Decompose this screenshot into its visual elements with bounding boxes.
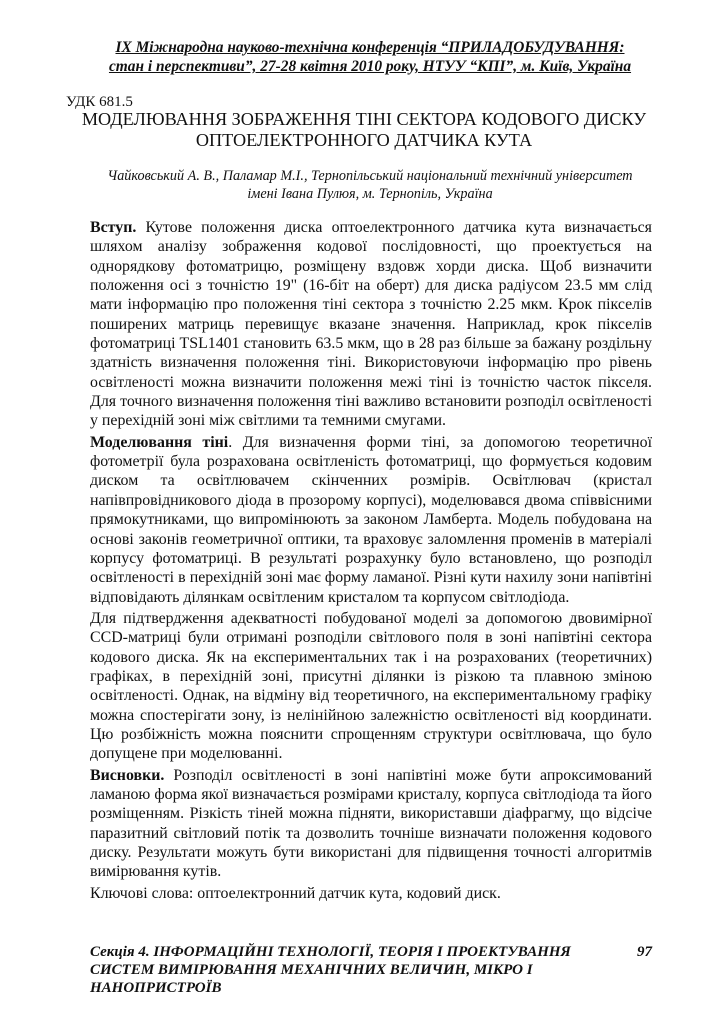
intro-text: Кутове положення диска оптоелектронного датчика кута визначається шляхом аналізу зображення кодової послідовності, що проектується на однорядкову фотоматрицю, розміщену вздовж хорди диска. Щоб визначити положення осі з точністю 19" (16-біт на оберт) для диска радіусом 23.5 мм слід мати інформацію про положення тіні сектора з точністю 2.25 мкм. Крок пікселів поширених матриць перевищує вказане значення. Наприклад, крок пікселів фотоматриці TSL1401 становить 63.5 мкм, що в 28 раз більше за бажану роздільну здатність визначення положення тіні. Використовуючи інформацію про рівень освітленості можна визначити положення межі тіні із точністю часток пікселя. Для точного визначення положення тіні важливо встановити розподіл освітленості у перехідній зоні між світлими та темними смугами. xyxy=(90,219,652,430)
conclusion-paragraph xyxy=(90,766,652,882)
conference-header xyxy=(60,38,680,76)
intro-heading: Вступ. xyxy=(90,219,137,236)
conclusion-text: Розподіл освітленості в зоні напівтіні може бути апроксимований ламаною форма якої визначається розмірами кристалу, корпуса світлодіода та його розміщенням. Різкість тіней можна підняти, використавши діафрагму, що відсіче паразитний світловий потік та дозволить точніше визначати положення кодового диску. Результати можуть бути використані для підвищення точності алгоритмів вимірювання кутів. xyxy=(90,766,652,881)
paper-title-line-2: ОПТОЕЛЕКТРОННОГО ДАТЧИКА КУТА xyxy=(195,130,533,150)
authors-line-1: Чайковський А. В., Паламар М.І., Тернопільський національний технічний університет xyxy=(107,168,633,184)
paper-title xyxy=(66,109,662,151)
authors-line-2: імені Івана Пулюя, м. Тернопіль, Україна xyxy=(247,186,493,202)
udc-code: УДК 681.5 xyxy=(66,94,133,110)
footer-line-2: СИСТЕМ ВИМІРЮВАННЯ МЕХАНІЧНИХ ВЕЛИЧИН, МІКРО І НАНОПРИСТРОЇВ xyxy=(90,962,533,996)
page-number: 97 xyxy=(637,944,652,960)
model-paragraph xyxy=(90,433,652,607)
paper-body xyxy=(90,218,652,905)
model-heading: Моделювання тіні xyxy=(90,433,229,451)
intro-paragraph xyxy=(90,218,652,431)
conference-header-line-1: IX Міжнародна науково-технічна конференція “ПРИЛАДОБУДУВАННЯ: xyxy=(115,39,625,56)
authors-affiliation xyxy=(90,167,650,203)
page-footer xyxy=(90,943,652,997)
validation-paragraph: Для підтвердження адекватності побудованої моделі за допомогою двовимірної CCD-матриці були отримані розподіли світлового поля в зоні напівтіні сектора кодового диска. Як на експериментальних так і на розрахованих (теоретичних) графіках, в перехідній зоні, присутні ділянки із різкою та плавною зміною освітленості. Однак, на відміну від теоретичного, на експериментальному графіку можна спостерігати зону, із нелінійною залежністю освітленості від координати. Цю розбіжність можна пояснити спрощенням структури освітлювача, що було допущене при моделюванні. xyxy=(90,609,652,763)
conclusion-heading: Висновки. xyxy=(90,766,165,784)
footer-line-1: Секція 4. ІНФОРМАЦІЙНІ ТЕХНОЛОГІЇ, ТЕОРІЯ І ПРОЕКТУВАННЯ xyxy=(90,944,571,960)
conference-header-line-2: стан і перспективи”, 27-28 квітня 2010 року, НТУУ “КПІ”, м. Київ, Україна xyxy=(108,58,632,75)
paper-title-line-1: МОДЕЛЮВАННЯ ЗОБРАЖЕННЯ ТІНІ СЕКТОРА КОДОВОГО ДИСКУ xyxy=(81,109,647,129)
keywords-paragraph: Ключові слова: оптоелектронний датчик кута, кодовий диск. xyxy=(90,884,501,902)
model-text: . Для визначення форми тіні, за допомогою теоретичної фотометрії була розрахована освітленість фотоматриці, що формується кодовим диском та освітлювачем скінченних розмірів. Освітлювач (кристал напівпровідникового діода в прозорому корпусі), моделювався двома співвісними прямокутниками, що випромінюють за законом Ламберта. Модель побудована на основі законів геометричної оптики, та враховує заломлення променів в матеріалі корпусу фотоматриці. В результаті розрахунку було встановлено, що розподіл освітленості в перехідній зоні має форму ламаної. Різні кути нахилу зони напівтіні відповідають ділянкам освітленим кристалом та корпусом світлодіода. xyxy=(90,433,652,606)
footer-section-line xyxy=(90,943,652,961)
